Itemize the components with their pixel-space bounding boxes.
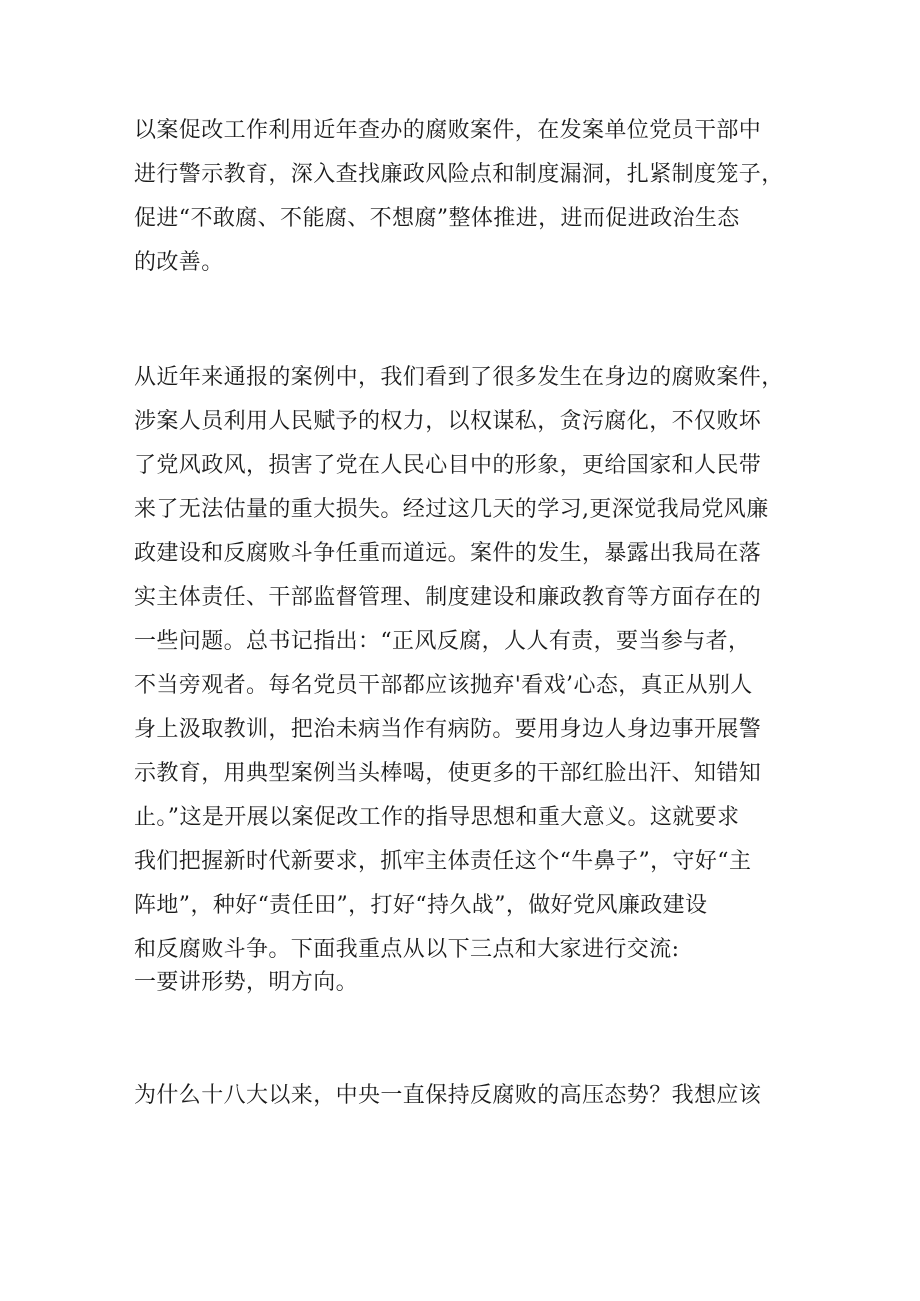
paragraph-2-line-12: 我们把握新时代新要求，抓牢主体责任这个“牛鼻子”，守好“主: [134, 849, 752, 874]
paragraph-2-line-13: 阵地”，种好“责任田”，打好“持久战”，做好党风廉政建设: [134, 893, 708, 918]
paragraph-2-line-1: 从近年来通报的案例中，我们看到了很多发生在身边的腐败案件，: [134, 365, 784, 390]
paragraph-1-line-4: 的改善。: [134, 250, 224, 275]
paragraph-2-line-9: 身上汲取教训，把治未病当作有病防。要用身边人身边事开展警: [134, 717, 762, 742]
paragraph-2-line-3: 了党风政风，损害了党在人民心目中的形象，更给国家和人民带: [134, 453, 762, 478]
paragraph-2-line-5: 政建设和反腐败斗争任重而道远。案件的发生，暴露出我局在落: [134, 541, 762, 566]
paragraph-2-line-2: 涉案人员利用人民赋予的权力，以权谋私，贪污腐化，不仅败坏: [134, 409, 762, 434]
paragraph-1-line-1: 以案促改工作利用近年查办的腐败案件，在发案单位党员干部中: [134, 118, 762, 143]
paragraph-2-line-10: 示教育，用典型案例当头棒喝，使更多的干部红脸出汗、知错知: [134, 761, 762, 786]
paragraph-2-line-14: 和反腐败斗争。下面我重点从以下三点和大家进行交流:: [134, 937, 680, 962]
paragraph-4-line-1: 为什么十八大以来，中央一直保持反腐败的高压态势？我想应该: [134, 1083, 762, 1108]
section-heading-one: 一要讲形势，明方向。: [134, 970, 359, 995]
paragraph-2-line-6: 实主体责任、干部监督管理、制度建设和廉政教育等方面存在的: [134, 585, 762, 610]
paragraph-1-line-2: 进行警示教育，深入查找廉政风险点和制度漏洞，扎紧制度笼子，: [134, 162, 784, 187]
paragraph-2-line-7: 一些问题。总书记指出：“正风反腐，人人有责，要当参与者，: [134, 629, 751, 654]
paragraph-2-line-4: 来了无法估量的重大损失。经过这几天的学习,更深觉我局党风廉: [134, 497, 769, 522]
paragraph-2-line-8: 不当旁观者。每名党员干部都应该抛弃'看戏’心态，真正从别人: [134, 673, 753, 698]
paragraph-1-line-3: 促进“不敢腐、不能腐、不想腐”整体推进，进而促进政治生态: [134, 206, 740, 231]
paragraph-2-line-11: 止。”这是开展以案促改工作的指导思想和重大意义。这就要求: [134, 805, 740, 830]
